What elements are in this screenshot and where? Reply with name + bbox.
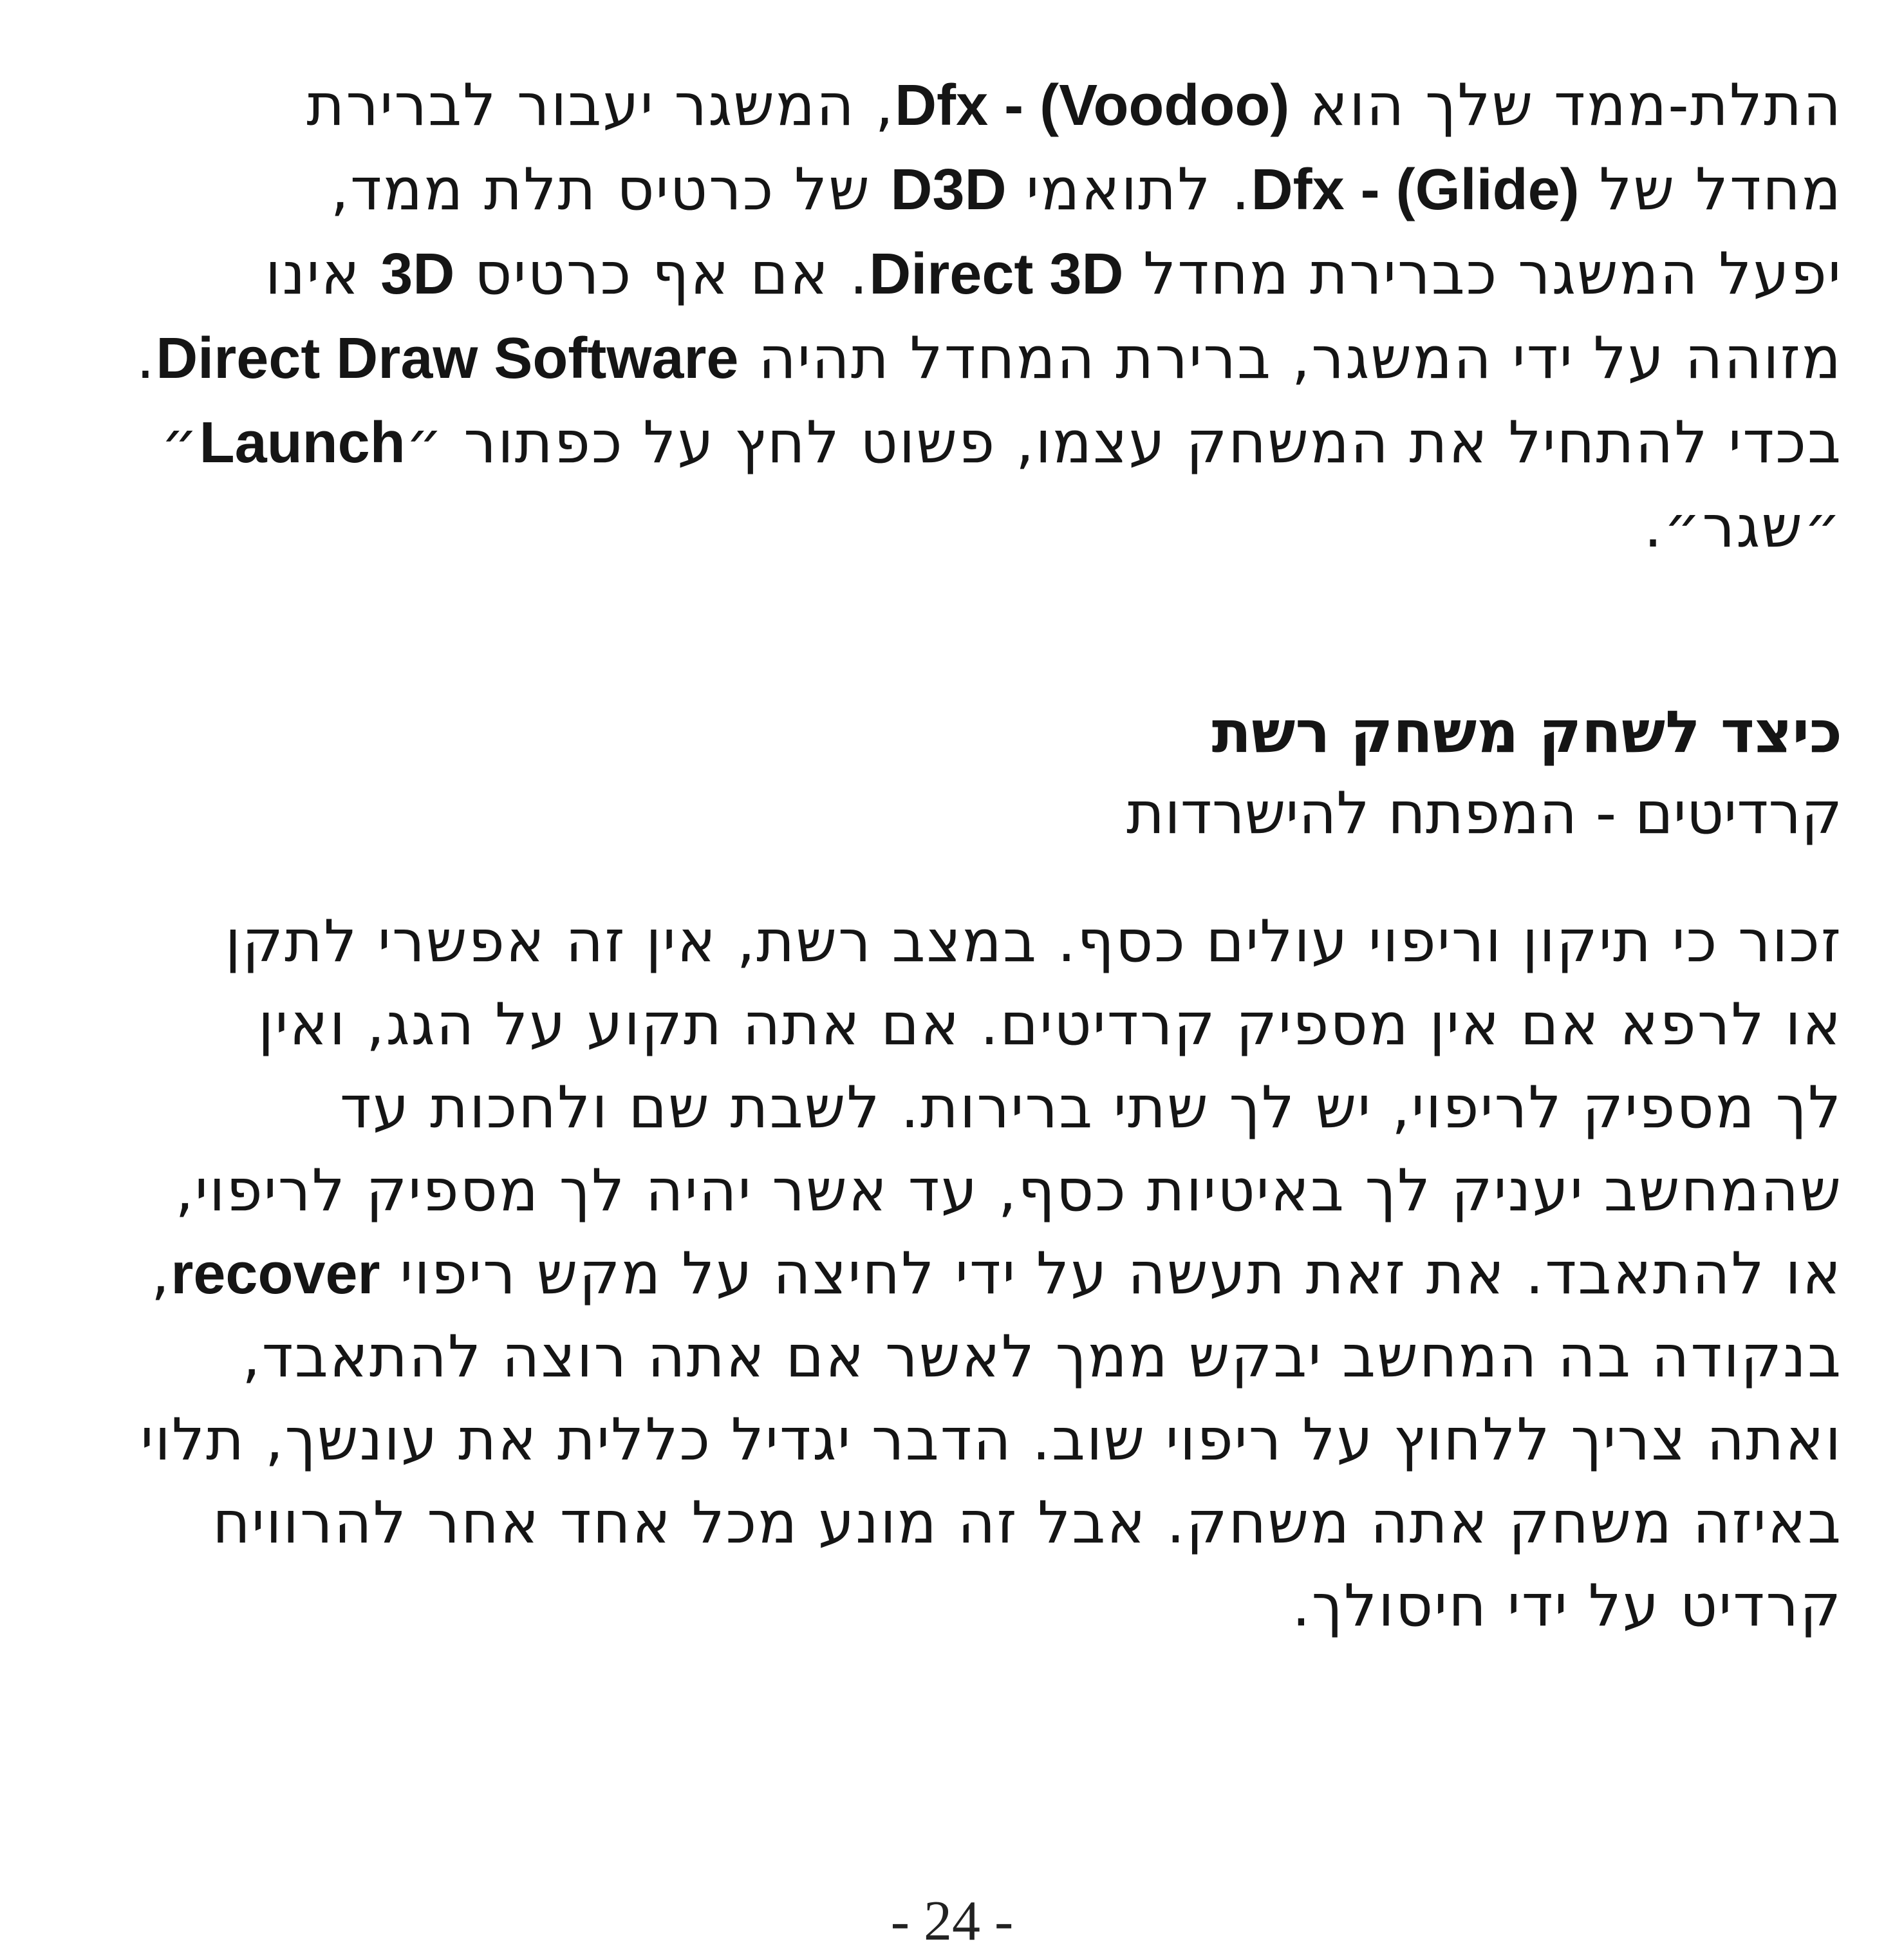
text-span: זכור כי תיקון וריפוי עולים כסף. במצב רשת, אין זה אפשרי לתקן	[225, 908, 1842, 975]
text-span: בכדי להתחיל את המשחק עצמו, פשוט לחץ על כפתור ״	[405, 409, 1842, 476]
latin-term: D3D	[890, 158, 1007, 222]
credits-paragraph	[14, 900, 1842, 1647]
text-span: של כרטיס תלת ממד,	[330, 156, 891, 223]
text-span: אינו	[265, 240, 381, 308]
paragraph-line	[14, 900, 1842, 983]
intro-paragraph	[14, 63, 1842, 569]
latin-term: Dfx - (Glide)	[1251, 158, 1580, 222]
text-span: ,	[151, 1240, 171, 1307]
text-span: . לתואמי	[1006, 156, 1251, 223]
page-number: - 24 -	[890, 1890, 1014, 1952]
text-span: מחדל של	[1579, 156, 1842, 223]
paragraph-line	[14, 1066, 1842, 1149]
paragraph-line	[14, 63, 1842, 147]
text-span: או להתאבד. את זאת תעשה על ידי לחיצה על מקש ריפוי	[380, 1240, 1842, 1307]
text-span: יפעל המשגר כברירת מחדל	[1123, 240, 1842, 308]
paragraph-line	[14, 1232, 1842, 1315]
text-span: באיזה משחק אתה משחק. אבל זה מונע מכל אחד אחר להרוויח	[212, 1489, 1842, 1557]
text-span: בנקודה בה המחשב יבקש ממך לאשר אם אתה רוצה להתאבד,	[242, 1323, 1842, 1390]
paragraph-line	[14, 1481, 1842, 1564]
paragraph-line	[14, 400, 1842, 485]
latin-term: recover	[171, 1242, 380, 1306]
text-span: . אם אף כרטיס	[454, 240, 870, 308]
paragraph-line	[14, 1149, 1842, 1232]
text-span: לך מספיק לריפוי, יש לך שתי ברירות. לשבת שם ולחכות עד	[339, 1074, 1842, 1141]
paragraph-line	[14, 485, 1842, 569]
text-span: ״שגר״.	[1643, 493, 1842, 561]
paragraph-line	[14, 232, 1842, 316]
text-span: , המשגר יעבור לברירת	[306, 71, 895, 139]
paragraph-line	[14, 316, 1842, 400]
text-span: מזוהה על ידי המשגר, ברירת המחדל תהיה	[738, 324, 1842, 392]
text-span: ואתה צריך ללחוץ על ריפוי שוב. הדבר יגדיל כללית את עונשך, תלוי	[140, 1406, 1842, 1474]
paragraph-line	[14, 1564, 1842, 1647]
text-span: .	[136, 324, 156, 392]
text-span: התלת-ממד שלך הוא	[1289, 71, 1842, 139]
latin-term: Dfx - (Voodoo)	[895, 73, 1290, 138]
text-span: או לרפא אם אין מספיק קרדיטים. אם אתה תקוע על הגג, ואין	[257, 991, 1842, 1058]
text-span: קרדיט על ידי חיסולך.	[1292, 1572, 1842, 1640]
paragraph-line	[14, 147, 1842, 232]
text-span: שהמחשב יעניק לך באיטיות כסף, עד אשר יהיה לך מספיק לריפוי,	[175, 1157, 1842, 1224]
latin-term: Direct Draw Software	[156, 326, 739, 391]
latin-term: Direct 3D	[869, 242, 1124, 306]
latin-term: Launch	[199, 411, 406, 475]
paragraph-line	[14, 1398, 1842, 1481]
section-subheading: קרדיטים - המפתח להישרדות	[1126, 780, 1842, 847]
paragraph-line	[14, 1315, 1842, 1398]
section-heading: כיצד לשחק משחק רשת	[1211, 698, 1842, 766]
text-span: ״	[160, 409, 200, 476]
paragraph-line	[14, 983, 1842, 1066]
latin-term: 3D	[380, 242, 455, 306]
